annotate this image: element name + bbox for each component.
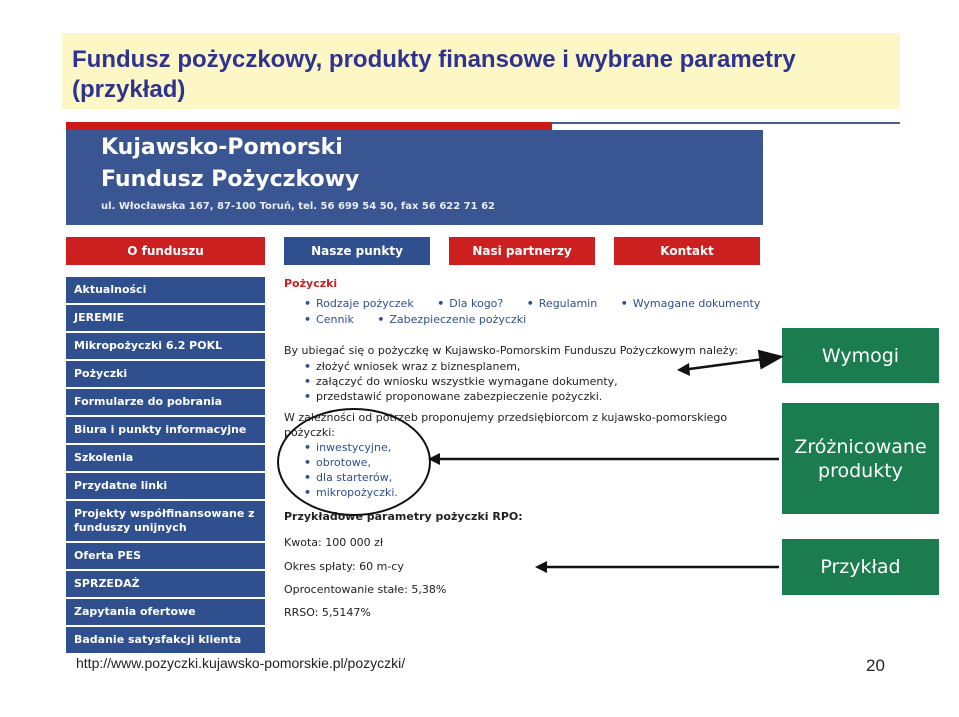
- menu-regulamin[interactable]: Regulamin: [538, 297, 598, 310]
- menu-wymagane[interactable]: Wymagane dokumenty: [632, 297, 761, 310]
- bullet-icon: •: [304, 486, 312, 499]
- param-interest: Oprocentowanie stałe: 5,38%: [284, 583, 447, 596]
- bullet-icon: •: [526, 297, 534, 310]
- bullet-icon: •: [304, 375, 312, 388]
- step-item: złożyć wniosek wraz z biznesplanem,: [316, 360, 521, 373]
- nav-nasze-punkty[interactable]: Nasze punkty: [284, 237, 430, 265]
- sidebar-item-zapytania[interactable]: Zapytania ofertowe: [66, 599, 265, 627]
- section-title: Pożyczki: [284, 277, 338, 290]
- param-period: Okres spłaty: 60 m-cy: [284, 560, 404, 573]
- bullet-icon: •: [304, 313, 312, 326]
- callout-differentiated: Zróżnicowane produkty: [782, 403, 939, 514]
- callout-example: Przykład: [782, 539, 939, 595]
- menu-dla-kogo[interactable]: Dla kogo?: [449, 297, 504, 310]
- param-rrso: RRSO: 5,5147%: [284, 606, 371, 619]
- loan-type-link[interactable]: mikropożyczki.: [316, 486, 398, 499]
- sidebar-item-formularze[interactable]: Formularze do pobrania: [66, 389, 265, 417]
- callout-requirements: Wymogi: [782, 328, 939, 383]
- bullet-icon: •: [304, 297, 312, 310]
- menu-zabezpieczenie[interactable]: Zabezpieczenie pożyczki: [389, 313, 527, 326]
- sidebar-item-aktualnosci[interactable]: Aktualności: [66, 277, 265, 305]
- loan-type-link[interactable]: dla starterów,: [316, 471, 393, 484]
- bullet-icon: •: [304, 456, 312, 469]
- page-number: 20: [866, 656, 885, 675]
- footer-url[interactable]: http://www.pozyczki.kujawsko-pomorskie.pl/pozyczki/: [76, 655, 406, 671]
- nav-kontakt[interactable]: Kontakt: [614, 237, 760, 265]
- sidebar-item-biura[interactable]: Biura i punkty informacyjne: [66, 417, 265, 445]
- param-amount: Kwota: 100 000 zł: [284, 536, 384, 549]
- sidebar-item-szkolenia[interactable]: Szkolenia: [66, 445, 265, 473]
- sidebar-item-projekty[interactable]: Projekty współfinansowane z funduszy unijnych: [66, 501, 265, 543]
- params-title: Przykładowe parametry pożyczki RPO:: [284, 510, 523, 523]
- bullet-icon: •: [437, 297, 445, 310]
- bullet-icon: •: [304, 390, 312, 403]
- bullet-icon: •: [304, 471, 312, 484]
- bullet-icon: •: [304, 360, 312, 373]
- arrowhead-requirements: [677, 363, 690, 376]
- bullet-icon: •: [304, 441, 312, 454]
- nav-nasi-partnerzy[interactable]: Nasi partnerzy: [449, 237, 595, 265]
- contact-address: ul. Włocławska 167, 87-100 Toruń, tel. 56 699 54 50, fax 56 622 71 62: [101, 201, 495, 212]
- brand-line-1: Kujawsko-Pomorski: [101, 135, 343, 160]
- nav-o-funduszu[interactable]: O funduszu: [66, 237, 265, 265]
- step-item: przedstawić proponowane zabezpieczenie pożyczki.: [316, 390, 603, 403]
- sidebar-item-mikropozyczki[interactable]: Mikropożyczki 6.2 POKL: [66, 333, 265, 361]
- intro-text: By ubiegać się o pożyczkę w Kujawsko-Pomorskim Funduszu Pożyczkowym należy:: [284, 344, 738, 357]
- menu-cennik[interactable]: Cennik: [316, 313, 354, 326]
- sidebar-item-przydatne-linki[interactable]: Przydatne linki: [66, 473, 265, 501]
- slide-title: Fundusz pożyczkowy, produkty finansowe i wybrane parametry (przykład): [72, 46, 796, 103]
- arrow-requirements: [682, 357, 779, 370]
- arrowhead-example: [535, 561, 547, 573]
- sidebar-item-jeremie[interactable]: JEREMIE: [66, 305, 265, 333]
- bullet-icon: •: [377, 313, 385, 326]
- brand-line-2: Fundusz Pożyczkowy: [101, 167, 360, 192]
- sidebar-item-sprzedaz[interactable]: SPRZEDAŻ: [66, 571, 265, 599]
- loan-type-link[interactable]: inwestycyjne,: [316, 441, 392, 454]
- menu-rodzaje[interactable]: Rodzaje pożyczek: [316, 297, 414, 310]
- sidebar-item-oferta-pes[interactable]: Oferta PES: [66, 543, 265, 571]
- sidebar-item-pozyczki[interactable]: Pożyczki: [66, 361, 265, 389]
- step-item: załączyć do wniosku wszystkie wymagane dokumenty,: [316, 375, 618, 388]
- loan-type-link[interactable]: obrotowe,: [316, 456, 372, 469]
- loans-intro-text: W zależności od potrzeb proponujemy przedsiębiorcom z kujawsko-pomorskiego pożyczki:: [284, 411, 728, 439]
- sidebar-item-badanie[interactable]: Badanie satysfakcji klienta: [66, 627, 265, 655]
- arrowhead-differentiated: [428, 453, 440, 465]
- bullet-icon: •: [620, 297, 628, 310]
